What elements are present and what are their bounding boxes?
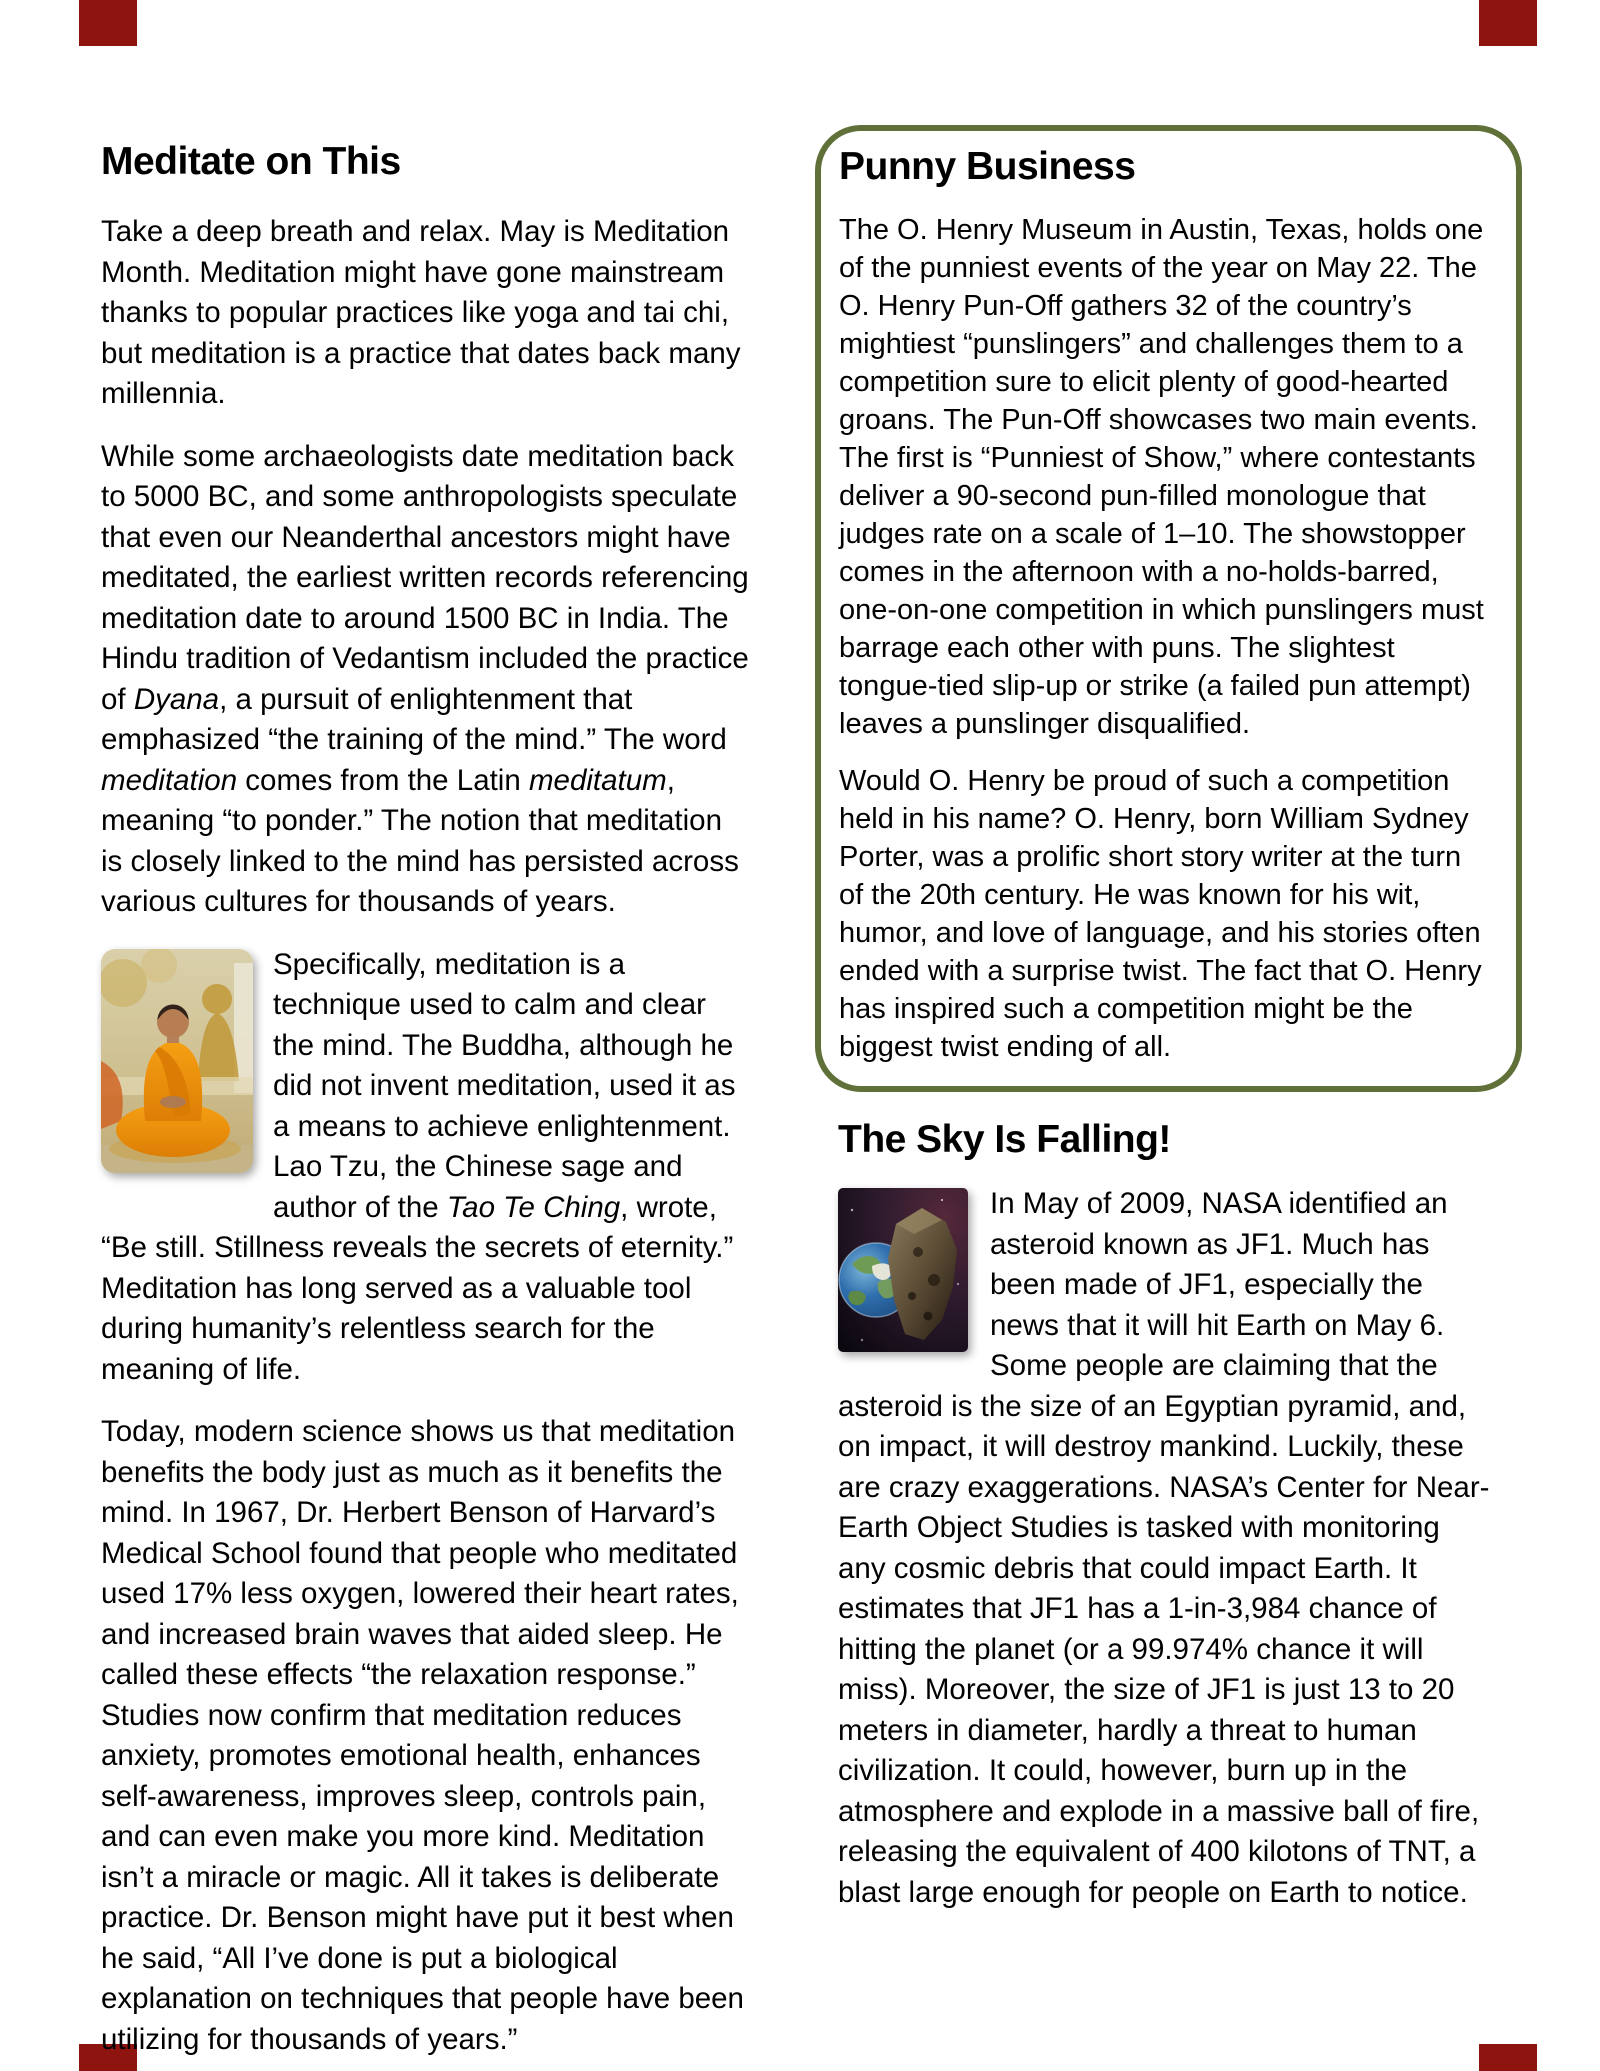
meditate-paragraph-4: Today, modern science shows us that meditation benefits the body just as much as it benefits the mind. In 1967, Dr. Herbert Benson of Harvard’s Medical School found that people who meditated used 17% less oxygen, lowered their heart rates, and increased brain waves that aided sleep. He called these effects “the relaxation response.” Studies now confirm that meditation reduces anxiety, promotes emotional health, enhances self-awareness, improves sleep, controls pain, and can even make you more kind. Meditation isn’t a miracle or magic. All it takes is deliberate practice. Dr. Benson might have put it best when he said, “All I’ve done is put a biological explanation on techniques that people have been utilizing for thousands of years.” bbox=[101, 1415, 744, 2056]
punny-article-box bbox=[815, 125, 1522, 1092]
right-column bbox=[815, 125, 1522, 1913]
meditate-article bbox=[101, 140, 751, 2060]
meditate-paragraph-2: While some archaeologists date meditation back to 5000 BC, and some anthropologists speculate that even our Neanderthal ancestors might have meditated, the earliest written records referencing meditation date to around 1500 BC in India. The Hindu tradition of Vedantism included the practice of Dyana, a pursuit of enlightenment that emphasized “the training of the mind.” The word meditation comes from the Latin meditatum, meaning “to ponder.” The notion that meditation is closely linked to the mind has persisted across various cultures for thousands of years. bbox=[101, 439, 749, 918]
corner-mark-bottom-right bbox=[1479, 2044, 1537, 2071]
meditate-paragraph-1: Take a deep breath and relax. May is Meditation Month. Meditation might have gone mainstream thanks to popular practices like yoga and tai chi, but meditation is a practice that dates back many millennia. bbox=[101, 215, 741, 410]
sky-paragraph-1: In May of 2009, NASA identified an asteroid known as JF1. Much has been made of JF1, especially the news that it will hit Earth on May 6. Some people are claiming that the asteroid is the size of an Egyptian pyramid, and, on impact, it will destroy mankind. Luckily, these are crazy exaggerations. NASA’s Center for Near-Earth Object Studies is tasked with monitoring any cosmic debris that could impact Earth. It estimates that JF1 has a 1-in-3,984 chance of hitting the planet (or a 99.974% chance it will miss). Moreover, the size of JF1 is just 13 to 20 meters in diameter, hardly a threat to human civilization. It could, however, burn up in the atmosphere and explode in a massive ball of fire, releasing the equivalent of 400 kilotons of TNT, a blast large enough for people on Earth to notice. bbox=[838, 1187, 1490, 1909]
punny-paragraph-1: The O. Henry Museum in Austin, Texas, holds one of the punniest events of the year on May 22. The O. Henry Pun-Off gathers 32 of the country’s mightiest “punslingers” and challenges them to a competition sure to elicit plenty of good-hearted groans. The Pun-Off showcases two main events. The first is “Punniest of Show,” where contestants deliver a 90-second pun-filled monologue that judges rate on a scale of 1–10. The showstopper comes in the afternoon with a no-holds-barred, one-on-one competition in which punslingers must barrage each other with puns. The slightest tongue-tied slip-up or strike (a failed pun attempt) leaves a punslinger disqualified. bbox=[839, 214, 1484, 740]
meditate-title: Meditate on This bbox=[101, 140, 401, 183]
sky-article bbox=[815, 1118, 1522, 1913]
corner-mark-top-left bbox=[79, 0, 137, 46]
monk-graphic bbox=[101, 949, 253, 1173]
monk-meditating-photo bbox=[101, 949, 253, 1173]
sky-title: The Sky Is Falling! bbox=[838, 1118, 1171, 1161]
asteroid-graphic bbox=[838, 1188, 968, 1352]
punny-paragraph-2: Would O. Henry be proud of such a competition held in his name? O. Henry, born William Sydney Porter, was a prolific short story writer at the turn of the 20th century. He was known for his wit, humor, and love of language, and his stories often ended with a surprise twist. The fact that O. Henry has inspired such a competition might be the biggest twist ending of all. bbox=[839, 765, 1482, 1063]
corner-mark-top-right bbox=[1479, 0, 1537, 46]
punny-title: Punny Business bbox=[839, 145, 1136, 188]
asteroid-earth-photo bbox=[838, 1188, 968, 1352]
meditate-paragraph-3: Specifically, meditation is a technique used to calm and clear the mind. The Buddha, although he did not invent meditation, used it as a means to achieve enlightenment. Lao Tzu, the Chinese sage and author of the Tao Te Ching, wrote, “Be still. Stillness reveals the secrets of eternity.” Meditation has long served as a valuable tool during humanity’s relentless search for the meaning of life. bbox=[101, 947, 736, 1386]
